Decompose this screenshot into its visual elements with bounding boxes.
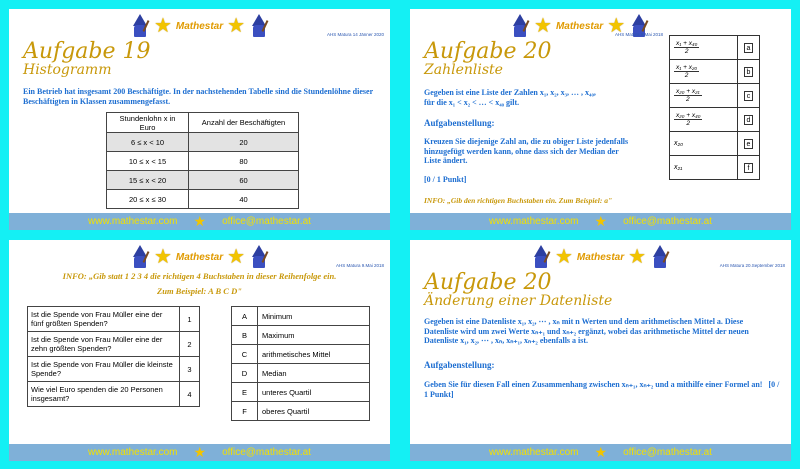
answer-text: Median xyxy=(258,364,370,383)
star-icon: ★ xyxy=(227,15,246,37)
exam-date: AHS Matura 9.Mai 2018 xyxy=(614,32,663,37)
answer-text: oberes Quartil xyxy=(258,402,370,421)
fraction xyxy=(674,88,702,103)
wizard-icon xyxy=(249,14,269,38)
star-icon: ★ xyxy=(594,213,608,229)
option-value: x₂₁ xyxy=(670,156,738,180)
slide-aufgabe-19 xyxy=(9,9,390,230)
task-subtitle: Histogramm xyxy=(23,62,112,78)
answer-row xyxy=(232,364,370,383)
table-header: Anzahl der Beschäftigten xyxy=(189,113,299,133)
email-link[interactable]: office@mathestar.at xyxy=(222,447,311,458)
table-cell: 6 ≤ x < 10 xyxy=(107,133,189,152)
table-cell: 10 ≤ x < 15 xyxy=(107,152,189,171)
brand-name: Mathestar xyxy=(576,251,625,263)
option-letter-e[interactable]: e xyxy=(744,139,753,149)
footer-bar xyxy=(410,213,791,230)
question-row xyxy=(28,332,200,357)
exam-date: AHS Matura 9.Mai 2018 xyxy=(335,263,384,268)
answer-text: Maximum xyxy=(258,326,370,345)
table-cell: 15 ≤ x < 20 xyxy=(107,171,189,190)
option-row xyxy=(670,156,760,180)
question-text: Ist die Spende von Frau Müller eine der fünf größten Spenden? xyxy=(28,307,180,332)
star-icon: ★ xyxy=(594,444,608,460)
task-instruction-block xyxy=(424,380,784,399)
star-icon: ★ xyxy=(628,246,647,268)
table-cell: 60 xyxy=(189,171,299,190)
star-icon: ★ xyxy=(227,246,246,268)
star-icon: ★ xyxy=(534,15,552,37)
table-cell: 20 ≤ x ≤ 30 xyxy=(107,190,189,209)
wizard-icon xyxy=(249,245,269,269)
table-row xyxy=(107,190,299,209)
task-text: Gegeben ist eine Datenliste x₁, x₂, ⋯ , xₙ mit n Werten und dem arithmetischen Mittel a. Diese Datenliste wird um zwei Werte xₙ₊₁ und xₙ₊₂ ergänzt, wobei das arithmetische Mittel der neuen Datenliste x₁, x₂, ⋯ , xₙ, xₙ₊₁, xₙ₊₂ ebenfalls a ist. xyxy=(424,317,749,345)
denominator: 2 xyxy=(686,96,690,103)
answer-text: unteres Quartil xyxy=(258,383,370,402)
answer-letter[interactable]: E xyxy=(232,383,258,402)
table-cell: 40 xyxy=(189,190,299,209)
brand-name: Mathestar xyxy=(175,20,224,32)
question-number[interactable]: 4 xyxy=(180,382,200,407)
website-link[interactable]: www.mathestar.com xyxy=(489,216,579,227)
answer-row xyxy=(232,402,370,421)
numerator: x₁ + x₄₀ xyxy=(676,40,698,47)
task-heading: Aufgabenstellung: xyxy=(424,118,495,128)
wizard-icon xyxy=(531,245,551,269)
brand-name: Mathestar xyxy=(175,251,224,263)
question-text: Ist die Spende von Frau Müller eine der zehn größten Spenden? xyxy=(28,332,180,357)
option-value: x₂₀ xyxy=(670,132,738,156)
table-cell: 80 xyxy=(189,152,299,171)
answer-text: arithmetisches Mittel xyxy=(258,345,370,364)
answers-table xyxy=(231,306,370,421)
answer-row xyxy=(232,345,370,364)
numerator: x₁ + x₂₀ xyxy=(676,64,698,71)
option-row xyxy=(670,108,760,132)
denominator: 2 xyxy=(686,120,691,127)
answer-letter[interactable]: C xyxy=(232,345,258,364)
info-hint-line2: Zum Beispiel: A B C D" xyxy=(157,286,242,296)
option-row xyxy=(670,84,760,108)
website-link[interactable]: www.mathestar.com xyxy=(489,447,579,458)
exam-date: AHS Matura 20.September 2018 xyxy=(719,263,785,268)
answer-letter[interactable]: D xyxy=(232,364,258,383)
numerator: x₂₀ + x₂₁ xyxy=(676,88,700,95)
task-text-line2: für die x₁ < x₂ < … < x₄₀ gilt. xyxy=(424,98,520,107)
denominator: 2 xyxy=(684,72,689,79)
fraction xyxy=(674,40,699,55)
mathestar-logo xyxy=(9,244,390,270)
task-subtitle: Zahlenliste xyxy=(424,62,503,78)
footer-bar xyxy=(410,444,791,461)
question-text: Wie viel Euro spenden die 20 Personen insgesamt? xyxy=(28,382,180,407)
star-icon: ★ xyxy=(193,444,207,460)
option-row xyxy=(670,132,760,156)
task-title: Aufgabe 20 xyxy=(424,270,552,295)
task-text-line1: Gegeben ist eine Liste der Zahlen x₁, x₂, x₃, … , x₄₀, xyxy=(424,88,596,97)
questions-table xyxy=(27,306,200,407)
website-link[interactable]: www.mathestar.com xyxy=(88,447,178,458)
table-row xyxy=(107,133,299,152)
question-number[interactable]: 3 xyxy=(180,357,200,382)
option-letter-a[interactable]: a xyxy=(744,43,753,53)
task-title: Aufgabe 20 xyxy=(424,39,552,64)
email-link[interactable]: office@mathestar.at xyxy=(623,216,712,227)
star-icon: ★ xyxy=(193,213,207,229)
star-icon: ★ xyxy=(554,246,573,268)
wage-table xyxy=(106,112,299,209)
question-row xyxy=(28,357,200,382)
task-instruction: Kreuzen Sie diejenige Zahl an, die zu obiger Liste jedenfalls hinzugefügt werden kann, ohne dass sich der Median der Liste ändert. xyxy=(424,137,629,165)
answer-letter[interactable]: B xyxy=(232,326,258,345)
exam-date: AHS Matura 14 Jänner 2020 xyxy=(326,32,384,37)
slide-aufgabe-20-datenliste xyxy=(410,240,791,461)
question-row xyxy=(28,382,200,407)
answer-row xyxy=(232,326,370,345)
task-heading: Aufgabenstellung: xyxy=(424,360,495,370)
fraction xyxy=(674,112,702,127)
question-text: Ist die Spende von Frau Müller die kleinste Spende? xyxy=(28,357,180,382)
option-row xyxy=(670,36,760,60)
points-label: [0 / 1 Punkt] xyxy=(424,380,780,399)
question-number[interactable]: 2 xyxy=(180,332,200,357)
numerator: x₂₀ + x₄₀ xyxy=(676,112,701,119)
answer-letter[interactable]: A xyxy=(232,307,258,326)
fraction xyxy=(674,64,699,79)
star-icon: ★ xyxy=(153,246,172,268)
answer-letter[interactable]: F xyxy=(232,402,258,421)
task-title: Aufgabe 19 xyxy=(23,39,151,64)
points-label: [0 / 1 Punkt] xyxy=(424,175,467,184)
slide-zuordnung xyxy=(9,240,390,461)
email-link[interactable]: office@mathestar.at xyxy=(222,216,311,227)
table-header: Stundenlohn x in Euro xyxy=(107,113,189,133)
website-link[interactable]: www.mathestar.com xyxy=(88,216,178,227)
wizard-icon xyxy=(130,14,150,38)
brand-name: Mathestar xyxy=(555,20,604,32)
email-link[interactable]: office@mathestar.at xyxy=(623,447,712,458)
question-number[interactable]: 1 xyxy=(180,307,200,332)
task-text: Ein Betrieb hat insgesamt 200 Beschäftigte. In der nachstehenden Tabelle sind die Stundenlöhne dieser Beschäftigten in Klassen zusammengefasst. xyxy=(23,87,373,106)
task-subtitle: Änderung einer Datenliste xyxy=(424,293,613,309)
star-icon: ★ xyxy=(607,15,626,37)
footer-bar xyxy=(9,444,390,461)
table-row xyxy=(107,171,299,190)
wizard-icon xyxy=(650,245,670,269)
denominator: 2 xyxy=(684,48,689,55)
option-row xyxy=(670,60,760,84)
question-row xyxy=(28,307,200,332)
answer-options-table xyxy=(669,35,760,180)
info-hint-line1: INFO: „Gib statt 1 2 3 4 die richtigen 4 Buchstaben in dieser Reihenfolge ein. xyxy=(62,271,337,281)
table-row xyxy=(107,152,299,171)
answer-row xyxy=(232,383,370,402)
answer-text: Minimum xyxy=(258,307,370,326)
slide-aufgabe-20-zahlenliste xyxy=(410,9,791,230)
wizard-icon xyxy=(130,245,150,269)
info-hint: INFO: „Gib den richtigen Buchstaben ein. Zum Beispiel: a" xyxy=(424,196,613,205)
option-letter-b[interactable]: b xyxy=(744,67,753,77)
table-cell: 20 xyxy=(189,133,299,152)
option-letter-d[interactable]: d xyxy=(744,115,753,125)
footer-bar xyxy=(9,213,390,230)
wizard-icon xyxy=(510,14,530,38)
answer-row xyxy=(232,307,370,326)
star-icon: ★ xyxy=(153,15,172,37)
option-letter-c[interactable]: c xyxy=(744,91,753,101)
task-instruction: Geben Sie für diesen Fall einen Zusammenhang zwischen xₙ₊₁, xₙ₊₂ und a mithilfe einer Formel an! xyxy=(424,380,763,389)
option-letter-f[interactable]: f xyxy=(744,163,753,173)
